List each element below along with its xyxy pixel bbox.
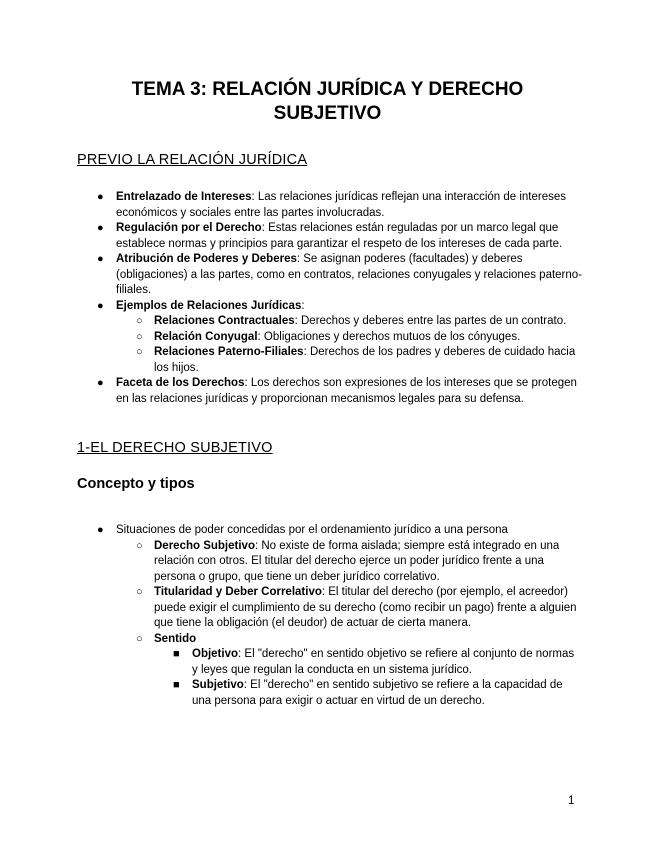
item-term: Relaciones Paterno-Filiales — [154, 346, 304, 358]
item-term: Sentido — [154, 632, 197, 645]
list-item — [0, 299, 655, 315]
bullet-circle-icon: ○ — [136, 346, 143, 358]
list-item — [0, 330, 655, 346]
bullet-disc-icon: ● — [97, 222, 104, 234]
item-text: : — [301, 299, 305, 312]
list-item — [0, 632, 655, 648]
list-item — [0, 585, 655, 632]
page-number: 1 — [568, 795, 575, 807]
item-text: : Los derechos son expresiones de los intereses que se protegen en las relaciones jurídicas y proporcionan mecanismos legales para su defensa. — [116, 377, 577, 405]
item-term: Objetivo — [192, 648, 239, 660]
item-term: Derecho Subjetivo — [154, 539, 255, 552]
list-item — [0, 252, 655, 299]
item-text: : Derechos de los padres y deberes de cuidado hacia los hijos. — [154, 346, 576, 374]
list-item — [0, 345, 655, 376]
bullet-square-icon: ■ — [173, 648, 180, 660]
list-item — [0, 647, 655, 678]
item-text: : Se asignan poderes (facultades) y deberes (obligaciones) a las partes, como en contratos, relaciones conyugales y relaciones paterno-filiales. — [116, 253, 583, 296]
bullet-circle-icon: ○ — [136, 539, 143, 552]
bullet-square-icon: ■ — [173, 679, 180, 691]
section-heading-previo: PREVIO LA RELACIÓN JURÍDICA — [77, 152, 308, 168]
item-term: Entrelazado de Intereses — [116, 191, 252, 203]
item-text: : Las relaciones jurídicas reflejan una interacción de intereses económicos y sociales entre las partes involucradas. — [116, 191, 567, 219]
subheading-concepto: Concepto y tipos — [77, 476, 195, 492]
item-term: Faceta de los Derechos — [116, 377, 245, 389]
item-text: : Obligaciones y derechos mutuos de los cónyuges. — [257, 330, 521, 343]
bullet-disc-icon: ● — [97, 253, 104, 265]
item-text: : No existe de forma aislada; siempre está integrado en una relación con otros. El titular del derecho ejerce un poder jurídico frente a una persona o grupo, que tiene un deber jurídico correlativo. — [154, 539, 560, 583]
section-heading-derecho-subjetivo: 1-EL DERECHO SUBJETIVO — [77, 440, 273, 456]
bullet-disc-icon: ● — [97, 524, 104, 536]
list-item — [0, 523, 655, 539]
bullet-circle-icon: ○ — [136, 586, 143, 598]
bullet-circle-icon: ○ — [136, 330, 143, 343]
item-term: Titularidad y Deber Correlativo — [154, 586, 322, 598]
item-term: Ejemplos de Relaciones Jurídicas — [116, 299, 302, 312]
item-text: : El "derecho" en sentido subjetivo se refiere a la capacidad de una persona para exigir o actuar en virtud de un derecho. — [192, 679, 563, 707]
list-item — [0, 221, 655, 252]
item-term: Atribución de Poderes y Deberes — [116, 253, 297, 265]
item-text: : El "derecho" en sentido objetivo se refiere al conjunto de normas y leyes que regulan la conducta en un sistema jurídico. — [192, 648, 575, 676]
item-text: : Derechos y deberes entre las partes de un contrato. — [294, 315, 567, 327]
list-item — [0, 376, 655, 407]
bullet-circle-icon: ○ — [136, 315, 143, 327]
bullet-disc-icon: ● — [97, 299, 104, 312]
document-title — [60, 78, 595, 126]
list-item — [0, 314, 655, 330]
bullet-disc-icon: ● — [97, 377, 104, 389]
list-item — [0, 539, 655, 586]
item-term: Relación Conyugal — [154, 330, 258, 343]
item-term: Regulación por el Derecho — [116, 222, 262, 234]
list-item — [0, 190, 655, 221]
item-text: : El titular del derecho (por ejemplo, el acreedor) puede exigir el cumplimiento de su derecho (como recibir un pago) frente a alguien que tiene la obligación (el deudor) de actuar de cierta manera. — [154, 586, 577, 629]
section1-list — [0, 190, 655, 407]
item-text: : Estas relaciones están reguladas por un marco legal que establece normas y principios para garantizar el respeto de los intereses de cada parte. — [116, 222, 563, 250]
title-line-2: SUBJETIVO — [273, 103, 382, 124]
item-text: Situaciones de poder concedidas por el ordenamiento jurídico a una persona — [116, 524, 508, 536]
item-term: Relaciones Contractuales — [154, 315, 295, 327]
section2-list — [0, 523, 655, 709]
title-line-1: TEMA 3: RELACIÓN JURÍDICA Y DERECHO — [131, 79, 524, 100]
list-item — [0, 678, 655, 709]
bullet-disc-icon: ● — [97, 191, 104, 203]
item-term: Subjetivo — [192, 679, 244, 691]
bullet-circle-icon: ○ — [136, 632, 143, 645]
